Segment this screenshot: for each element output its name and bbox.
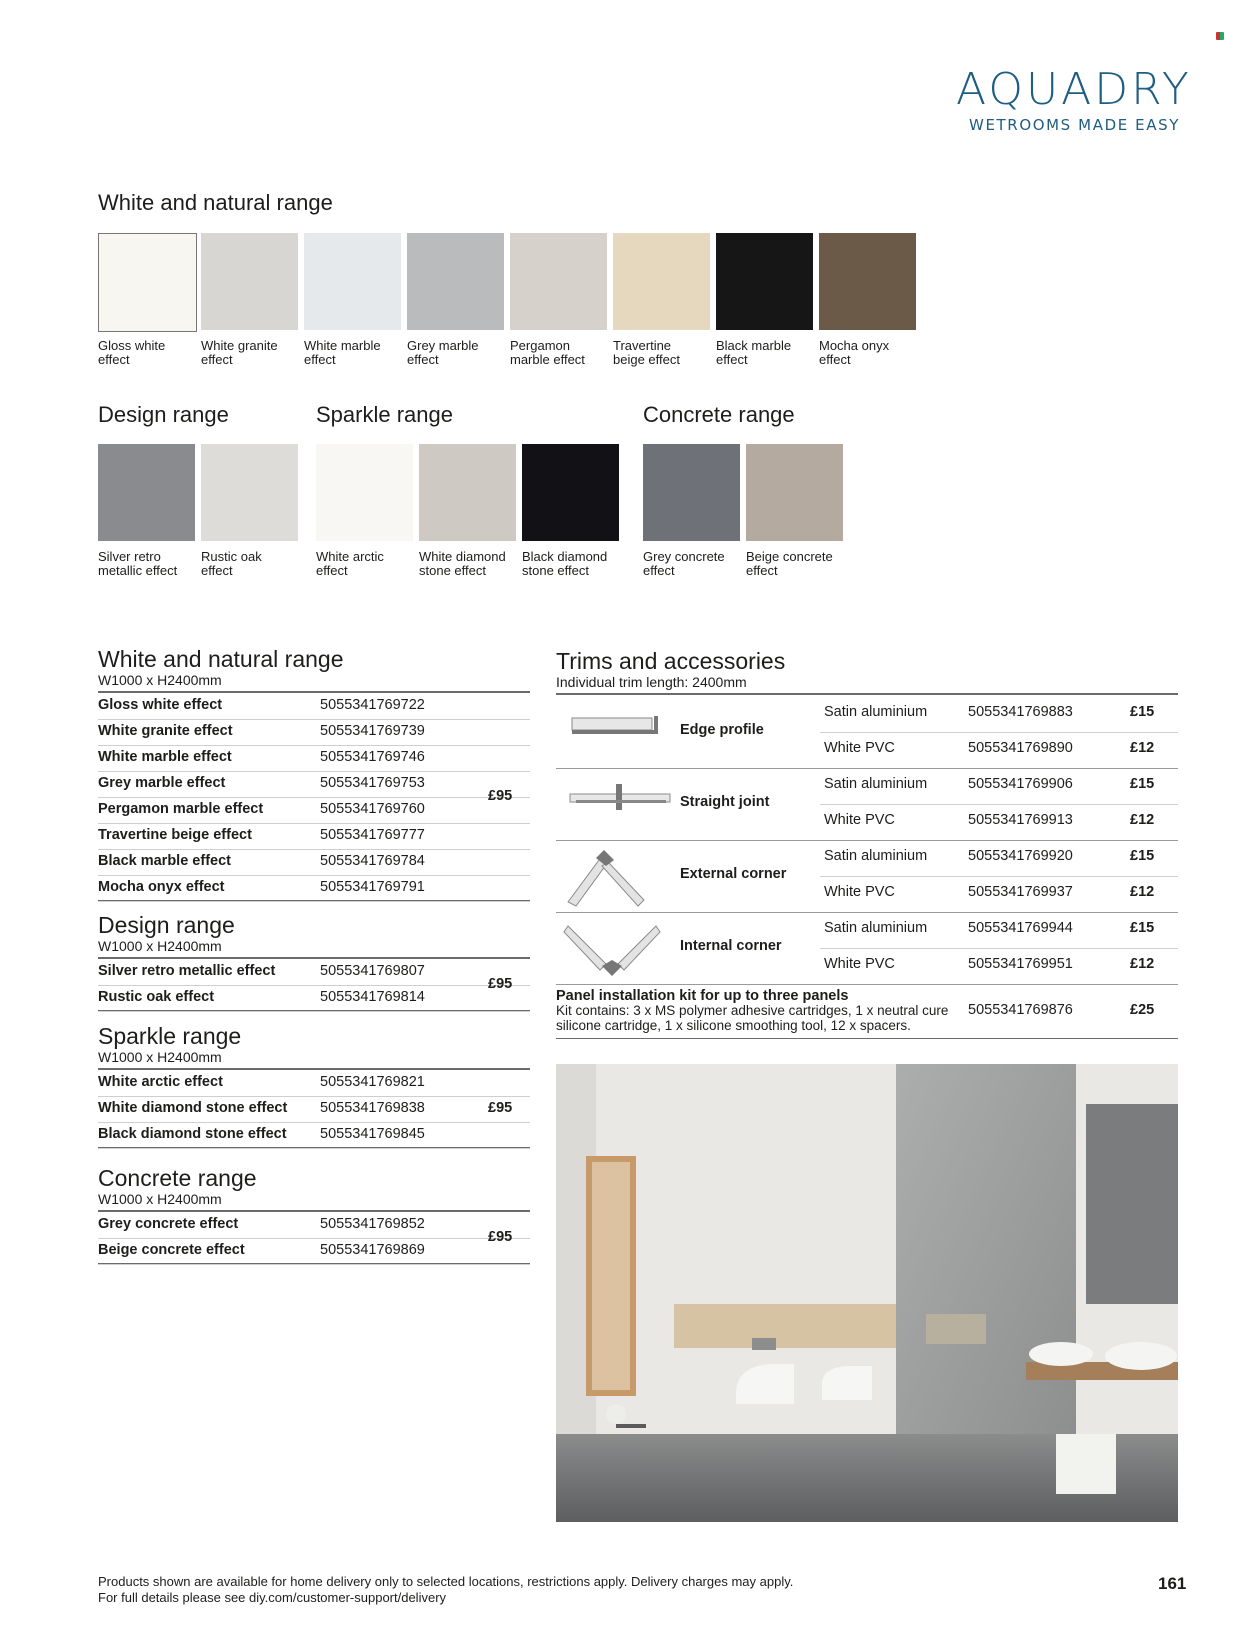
- product-name: Black diamond stone effect: [98, 1126, 287, 1142]
- sparkle-table-title: Sparkle range: [98, 1023, 242, 1049]
- swatch-label-line: Travertine: [613, 338, 672, 353]
- trims-header-rule: [556, 693, 1178, 695]
- table-bottom-rule: [98, 1010, 530, 1011]
- concrete-price: £95: [488, 1229, 513, 1245]
- trim-price: £12: [1130, 956, 1155, 972]
- trims-subtitle: Individual trim length: 2400mm: [556, 674, 747, 690]
- product-code: 5055341769814: [320, 989, 425, 1005]
- swatch-sparkle-1: [419, 444, 516, 541]
- trim-row-rule: [820, 948, 1178, 949]
- trim-code: 5055341769951: [968, 956, 1073, 972]
- footer-notice: [98, 1574, 793, 1606]
- swatch-design-0: [98, 444, 195, 541]
- product-code: 5055341769746: [320, 749, 425, 765]
- brand-tagline: WETROOMS MADE EASY: [969, 116, 1180, 134]
- swatch-label-line: marble effect: [510, 352, 585, 367]
- bathroom-photo: [556, 1064, 1178, 1522]
- swatch-label: [716, 339, 816, 367]
- product-code: 5055341769777: [320, 827, 425, 843]
- swatch-label: [613, 339, 713, 367]
- trim-material: Satin aluminium: [824, 776, 928, 792]
- trim-row: [556, 696, 1178, 732]
- product-code: 5055341769807: [320, 963, 425, 979]
- kit-code: 5055341769876: [968, 1002, 1073, 1018]
- product-name: Silver retro metallic effect: [98, 963, 276, 979]
- swatch-concrete-1: [746, 444, 843, 541]
- swatch-label: [510, 339, 610, 367]
- table-row: [98, 1070, 530, 1097]
- trim-price: £12: [1130, 740, 1155, 756]
- swatch-label: [522, 550, 622, 578]
- footer-line1: Products shown are available for home delivery only to selected locations, restrictions apply. Delivery charges may apply.: [98, 1574, 794, 1589]
- swatch-label-line: White granite: [201, 338, 278, 353]
- product-code: 5055341769838: [320, 1100, 425, 1116]
- swatch-white_natural-4: [510, 233, 607, 330]
- swatch-white_natural-1: [201, 233, 298, 330]
- product-code: 5055341769869: [320, 1242, 425, 1258]
- product-name: Rustic oak effect: [98, 989, 215, 1005]
- product-name: Mocha onyx effect: [98, 879, 225, 895]
- table-row: [98, 745, 530, 772]
- trim-price: £12: [1130, 812, 1155, 828]
- product-name: White arctic effect: [98, 1074, 223, 1090]
- kit-name: Panel installation kit for up to three panels: [556, 988, 849, 1004]
- product-code: 5055341769722: [320, 697, 425, 713]
- trim-price: £15: [1130, 920, 1155, 936]
- table-bottom-rule: [98, 1147, 530, 1148]
- sparkle-table-size: W1000 x H2400mm: [98, 1049, 222, 1065]
- corner-mark: [1216, 32, 1224, 40]
- trim-material: Satin aluminium: [824, 920, 928, 936]
- product-code: 5055341769845: [320, 1126, 425, 1142]
- table-row: [98, 1238, 530, 1265]
- swatch-white_natural-0: [98, 233, 197, 332]
- page-number: 161: [1158, 1574, 1187, 1593]
- design-swatch-title: Design range: [98, 402, 229, 427]
- product-name: White granite effect: [98, 723, 233, 739]
- swatch-white_natural-5: [613, 233, 710, 330]
- table-row: [98, 1096, 530, 1123]
- swatch-label-line: effect: [746, 563, 778, 578]
- table-row: [98, 797, 530, 824]
- table-row: [98, 985, 530, 1012]
- white_natural-price: £95: [488, 788, 513, 804]
- table-row: [98, 1212, 530, 1239]
- sparkle-price: £95: [488, 1100, 513, 1116]
- swatch-label-line: White arctic: [316, 549, 384, 564]
- kit-rule: [556, 1038, 1178, 1039]
- swatch-label-line: Mocha onyx: [819, 338, 890, 353]
- trim-price: £12: [1130, 884, 1155, 900]
- swatch-concrete-0: [643, 444, 740, 541]
- product-code: 5055341769784: [320, 853, 425, 869]
- swatch-label-line: effect: [304, 352, 336, 367]
- kit-price: £25: [1130, 1002, 1155, 1018]
- trim-material: White PVC: [824, 740, 895, 756]
- swatch-label: [98, 339, 198, 367]
- table-row: [98, 823, 530, 850]
- trim-code: 5055341769937: [968, 884, 1073, 900]
- swatch-label: [407, 339, 507, 367]
- table-row: [98, 693, 530, 720]
- footer-line2: For full details please see diy.com/customer-support/delivery: [98, 1590, 447, 1605]
- trim-row: [556, 732, 1178, 768]
- table-bottom-rule: [98, 900, 530, 901]
- trim-row-rule: [820, 876, 1178, 877]
- trim-code: 5055341769913: [968, 812, 1073, 828]
- swatch-white_natural-6: [716, 233, 813, 330]
- kit-description: [556, 1003, 948, 1033]
- swatch-label-line: Pergamon: [510, 338, 570, 353]
- trims-title: Trims and accessories: [556, 648, 786, 674]
- trim-name: External corner: [680, 866, 787, 882]
- white-natural-swatch-title: White and natural range: [98, 190, 333, 215]
- table-row: [98, 875, 530, 902]
- table-row: [98, 771, 530, 798]
- product-code: 5055341769852: [320, 1216, 425, 1232]
- concrete-swatch-title: Concrete range: [643, 402, 795, 427]
- design-price: £95: [488, 976, 513, 992]
- trim-row: [556, 912, 1178, 948]
- swatch-sparkle-0: [316, 444, 413, 541]
- trim-code: 5055341769890: [968, 740, 1073, 756]
- brand-logo: AQUADRY: [956, 64, 1192, 115]
- swatch-label-line: Silver retro: [98, 549, 161, 564]
- trim-material: Satin aluminium: [824, 704, 928, 720]
- trim-row: [556, 876, 1178, 912]
- swatch-label-line: effect: [98, 352, 130, 367]
- product-code: 5055341769821: [320, 1074, 425, 1090]
- swatch-label-line: Grey concrete: [643, 549, 725, 564]
- product-name: White diamond stone effect: [98, 1100, 288, 1116]
- swatch-label-line: effect: [316, 563, 348, 578]
- trim-row: [556, 948, 1178, 984]
- trim-material: Satin aluminium: [824, 848, 928, 864]
- trim-code: 5055341769944: [968, 920, 1073, 936]
- swatch-label-line: Grey marble: [407, 338, 479, 353]
- swatch-label: [316, 550, 416, 578]
- swatch-label-line: White diamond: [419, 549, 506, 564]
- product-name: Gloss white effect: [98, 697, 223, 713]
- product-name: Black marble effect: [98, 853, 231, 869]
- trim-material: White PVC: [824, 956, 895, 972]
- trim-code: 5055341769883: [968, 704, 1073, 720]
- swatch-label-line: metallic effect: [98, 563, 178, 578]
- swatch-label: [746, 550, 846, 578]
- swatch-label-line: Rustic oak: [201, 549, 262, 564]
- trim-row: [556, 768, 1178, 804]
- table-row: [98, 959, 530, 986]
- swatch-label-line: Black marble: [716, 338, 792, 353]
- swatch-label-line: effect: [643, 563, 675, 578]
- swatch-design-1: [201, 444, 298, 541]
- swatch-white_natural-3: [407, 233, 504, 330]
- trim-name: Edge profile: [680, 722, 764, 738]
- swatch-label: [201, 339, 301, 367]
- product-code: 5055341769791: [320, 879, 425, 895]
- swatch-label: [201, 550, 301, 578]
- product-code: 5055341769753: [320, 775, 425, 791]
- swatch-label: [304, 339, 404, 367]
- table-row: [98, 719, 530, 746]
- swatch-label-line: Black diamond: [522, 549, 608, 564]
- swatch-label-line: stone effect: [419, 563, 486, 578]
- trim-material: White PVC: [824, 812, 895, 828]
- concrete-table-size: W1000 x H2400mm: [98, 1191, 222, 1207]
- swatch-label: [98, 550, 198, 578]
- swatch-label-line: effect: [201, 563, 233, 578]
- design-table-size: W1000 x H2400mm: [98, 938, 222, 954]
- table-row: [98, 849, 530, 876]
- design-table-title: Design range: [98, 912, 235, 938]
- trim-name: Straight joint: [680, 794, 770, 810]
- swatch-label-line: White marble: [304, 338, 381, 353]
- kit-desc-line1: Kit contains: 3 x MS polymer adhesive cartridges, 1 x neutral cure: [556, 1003, 949, 1018]
- swatch-label: [419, 550, 519, 578]
- product-name: Pergamon marble effect: [98, 801, 264, 817]
- trim-row-rule: [820, 804, 1178, 805]
- trim-row-rule: [820, 732, 1178, 733]
- trim-group-rule: [556, 984, 1178, 985]
- trim-code: 5055341769920: [968, 848, 1073, 864]
- swatch-sparkle-2: [522, 444, 619, 541]
- swatch-label-line: effect: [819, 352, 851, 367]
- white_natural-table-title: White and natural range: [98, 646, 344, 672]
- sparkle-swatch-title: Sparkle range: [316, 402, 453, 427]
- trim-price: £15: [1130, 848, 1155, 864]
- swatch-white_natural-2: [304, 233, 401, 330]
- kit-desc-line2: silicone cartridge, 1 x silicone smoothing tool, 12 x spacers.: [556, 1018, 911, 1033]
- swatch-label-line: stone effect: [522, 563, 589, 578]
- trim-row: [556, 804, 1178, 840]
- swatch-label-line: Beige concrete: [746, 549, 833, 564]
- product-code: 5055341769739: [320, 723, 425, 739]
- swatch-label-line: effect: [407, 352, 439, 367]
- table-row: [98, 1122, 530, 1149]
- swatch-label: [643, 550, 743, 578]
- swatch-white_natural-7: [819, 233, 916, 330]
- product-name: Travertine beige effect: [98, 827, 252, 843]
- swatch-label-line: Gloss white: [98, 338, 166, 353]
- white_natural-table-size: W1000 x H2400mm: [98, 672, 222, 688]
- swatch-label: [819, 339, 919, 367]
- swatch-label-line: effect: [716, 352, 748, 367]
- trim-name: Internal corner: [680, 938, 782, 954]
- table-bottom-rule: [98, 1263, 530, 1264]
- trim-price: £15: [1130, 776, 1155, 792]
- product-name: Grey concrete effect: [98, 1216, 239, 1232]
- trim-price: £15: [1130, 704, 1155, 720]
- product-code: 5055341769760: [320, 801, 425, 817]
- trim-material: White PVC: [824, 884, 895, 900]
- product-name: Beige concrete effect: [98, 1242, 245, 1258]
- product-name: White marble effect: [98, 749, 232, 765]
- swatch-label-line: effect: [201, 352, 233, 367]
- product-name: Grey marble effect: [98, 775, 226, 791]
- trim-row: [556, 840, 1178, 876]
- swatch-label-line: beige effect: [613, 352, 680, 367]
- trim-code: 5055341769906: [968, 776, 1073, 792]
- concrete-table-title: Concrete range: [98, 1165, 257, 1191]
